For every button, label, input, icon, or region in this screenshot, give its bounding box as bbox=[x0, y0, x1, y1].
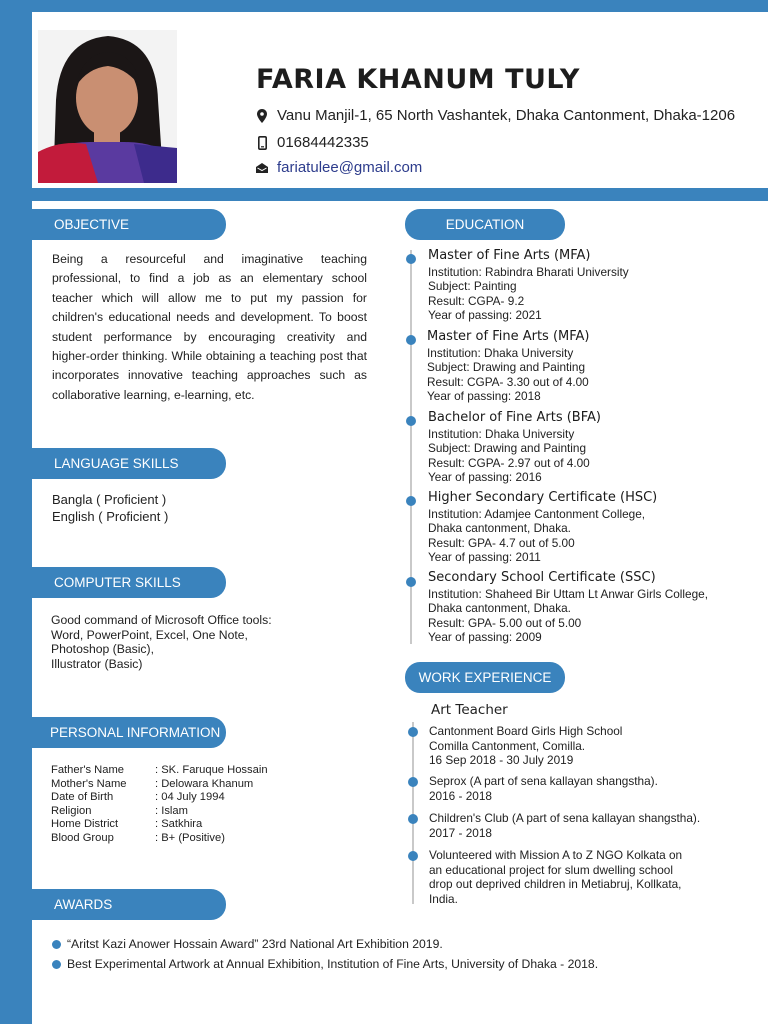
candidate-name: FARIA KHANUM TULY bbox=[256, 64, 580, 95]
bullet-icon bbox=[52, 940, 61, 949]
text-line: Result: GPA- 5.00 out of 5.00 bbox=[428, 615, 582, 630]
work-entry bbox=[429, 774, 658, 803]
education-entry bbox=[427, 330, 589, 404]
education-entry bbox=[428, 249, 629, 323]
awards-list bbox=[52, 934, 598, 974]
text-line: Cantonment Board Girls High School bbox=[429, 724, 623, 738]
profile-photo bbox=[38, 30, 177, 183]
text-line: Children's Club (A part of sena kallayan shangstha). bbox=[429, 811, 701, 825]
field-value: : SK. Faruque Hossain bbox=[155, 764, 268, 776]
table-row bbox=[51, 805, 268, 819]
award-text: Best Experimental Artwork at Annual Exhibition, Institution of Fine Arts, University of Dhaka - 2018. bbox=[67, 957, 599, 971]
text-line: Institution: Shaheed Bir Uttam Lt Anwar Girls College, bbox=[428, 586, 708, 601]
field-value: : B+ (Positive) bbox=[155, 831, 225, 844]
text-line: Institution: Dhaka University bbox=[428, 426, 575, 441]
education-entry bbox=[428, 411, 601, 485]
text-line: Comilla Cantonment, Comilla. bbox=[429, 738, 586, 753]
personal-information-heading: PERSONAL INFORMATION bbox=[32, 717, 226, 748]
objective-text: Being a resourceful and imaginative teaching professional, to find a job as an elementary school teacher which will allow me to put my passion for children's educational needs and development. To boost student performance by encouraging creativity and higher-order thinking. While obtaining a teaching post that incorporates innovative teaching approaches such as collaborative learning, e-learning, etc. bbox=[52, 252, 367, 402]
list-item bbox=[52, 954, 598, 974]
work-timeline-line bbox=[412, 722, 414, 904]
phone-row bbox=[255, 134, 369, 151]
field-value: : Islam bbox=[155, 804, 188, 817]
text-line: Result: CGPA- 3.30 out of 4.00 bbox=[427, 374, 589, 389]
language-skills-list bbox=[52, 492, 168, 525]
timeline-dot-icon bbox=[406, 335, 416, 345]
degree-title: Higher Secondary Certificate (HSC) bbox=[428, 490, 658, 505]
text-line: Year of passing: 2018 bbox=[427, 389, 541, 404]
phone-text: 01684442335 bbox=[277, 134, 369, 151]
personal-information-table bbox=[51, 764, 268, 846]
text-line: 2016 - 2018 bbox=[429, 788, 492, 803]
field-value: : 04 July 1994 bbox=[155, 791, 225, 804]
field-value: : Delowara Khanum bbox=[155, 777, 254, 790]
timeline-dot-icon bbox=[408, 851, 418, 861]
table-row bbox=[51, 791, 268, 805]
text-line: an educational project for slum dwelling school bbox=[429, 862, 673, 877]
text-line: Dhaka cantonment, Dhaka. bbox=[428, 601, 571, 616]
work-entry bbox=[429, 811, 700, 840]
email-row bbox=[255, 159, 422, 176]
computer-skills-heading: COMPUTER SKILLS bbox=[32, 567, 226, 598]
text-line: Dhaka cantonment, Dhaka. bbox=[428, 521, 571, 536]
text-line: Good command of Microsoft Office tools: bbox=[51, 613, 272, 627]
timeline-dot-icon bbox=[406, 416, 416, 426]
degree-title: Bachelor of Fine Arts (BFA) bbox=[428, 410, 601, 425]
text-line: Institution: Adamjee Cantonment College, bbox=[428, 506, 646, 521]
timeline-dot-icon bbox=[408, 777, 418, 787]
text-line: Subject: Painting bbox=[428, 279, 517, 294]
left-accent-bar bbox=[0, 0, 32, 1024]
timeline-dot-icon bbox=[406, 496, 416, 506]
text-line: Seprox (A part of sena kallayan shangstha). bbox=[429, 774, 658, 788]
envelope-icon bbox=[255, 160, 269, 176]
text-line: Subject: Drawing and Painting bbox=[427, 360, 586, 375]
map-pin-icon bbox=[255, 108, 269, 124]
text-line: Institution: Dhaka University bbox=[427, 345, 574, 360]
text-line: Subject: Drawing and Painting bbox=[428, 441, 587, 456]
education-entry bbox=[428, 571, 708, 645]
address-row bbox=[255, 107, 735, 124]
award-text: “Aritst Kazi Anower Hossain Award” 23rd National Art Exhibition 2019. bbox=[67, 937, 443, 951]
computer-skills-text bbox=[51, 613, 272, 671]
awards-heading: AWARDS bbox=[32, 889, 226, 920]
list-item bbox=[52, 934, 598, 954]
field-label: Father's Name bbox=[51, 764, 125, 776]
text-line: Illustrator (Basic) bbox=[51, 656, 143, 671]
field-label: Blood Group bbox=[51, 831, 114, 844]
table-row bbox=[51, 778, 268, 792]
degree-title: Master of Fine Arts (MFA) bbox=[428, 248, 591, 263]
text-line: 2017 - 2018 bbox=[429, 825, 492, 840]
text-line: Volunteered with Mission A to Z NGO Kolkata on bbox=[429, 848, 683, 862]
language-skills-heading: LANGUAGE SKILLS bbox=[32, 448, 226, 479]
text-line: Year of passing: 2011 bbox=[428, 550, 541, 565]
list-item: English ( Proficient ) bbox=[52, 508, 169, 524]
table-row bbox=[51, 764, 268, 778]
email-link[interactable]: fariatulee@gmail.com bbox=[277, 159, 423, 176]
job-title: Art Teacher bbox=[431, 702, 508, 718]
bullet-icon bbox=[52, 960, 61, 969]
field-label: Home District bbox=[51, 818, 119, 831]
text-line: India. bbox=[429, 891, 458, 906]
timeline-dot-icon bbox=[408, 814, 418, 824]
text-line: Institution: Rabindra Bharati University bbox=[428, 264, 629, 279]
field-label: Mother's Name bbox=[51, 777, 127, 790]
degree-title: Secondary School Certificate (SSC) bbox=[428, 570, 656, 585]
text-line: Result: GPA- 4.7 out of 5.00 bbox=[428, 535, 575, 550]
field-label: Religion bbox=[51, 804, 92, 817]
text-line: Year of passing: 2021 bbox=[428, 308, 542, 323]
timeline-dot-icon bbox=[406, 577, 416, 587]
education-entry bbox=[428, 491, 657, 565]
phone-icon bbox=[255, 135, 269, 151]
field-label: Date of Birth bbox=[51, 791, 114, 804]
header-divider-bar bbox=[32, 188, 768, 201]
address-text: Vanu Manjil-1, 65 North Vashantek, Dhaka Cantonment, Dhaka-1206 bbox=[277, 107, 736, 124]
work-entry bbox=[429, 848, 682, 906]
work-experience-heading: WORK EXPERIENCE bbox=[405, 662, 565, 693]
text-line: 16 Sep 2018 - 30 July 2019 bbox=[429, 753, 574, 768]
text-line: Photoshop (Basic), bbox=[51, 642, 154, 657]
table-row bbox=[51, 818, 268, 832]
text-line: Word, PowerPoint, Excel, One Note, bbox=[51, 627, 248, 642]
table-row bbox=[51, 832, 268, 846]
text-line: drop out deprived children in Metiabruj, Kollkata, bbox=[429, 877, 682, 892]
timeline-dot-icon bbox=[408, 727, 418, 737]
text-line: Year of passing: 2016 bbox=[428, 470, 542, 485]
degree-title: Master of Fine Arts (MFA) bbox=[427, 329, 590, 344]
field-value: : Satkhira bbox=[155, 818, 203, 831]
education-heading: EDUCATION bbox=[405, 209, 565, 240]
objective-heading: OBJECTIVE bbox=[32, 209, 226, 240]
list-item: Bangla ( Proficient ) bbox=[52, 492, 167, 507]
text-line: Year of passing: 2009 bbox=[428, 630, 542, 645]
work-entry bbox=[429, 724, 622, 768]
timeline-dot-icon bbox=[406, 254, 416, 264]
top-accent-bar bbox=[0, 0, 768, 12]
text-line: Result: CGPA- 2.97 out of 4.00 bbox=[428, 455, 590, 470]
text-line: Result: CGPA- 9.2 bbox=[428, 293, 525, 308]
